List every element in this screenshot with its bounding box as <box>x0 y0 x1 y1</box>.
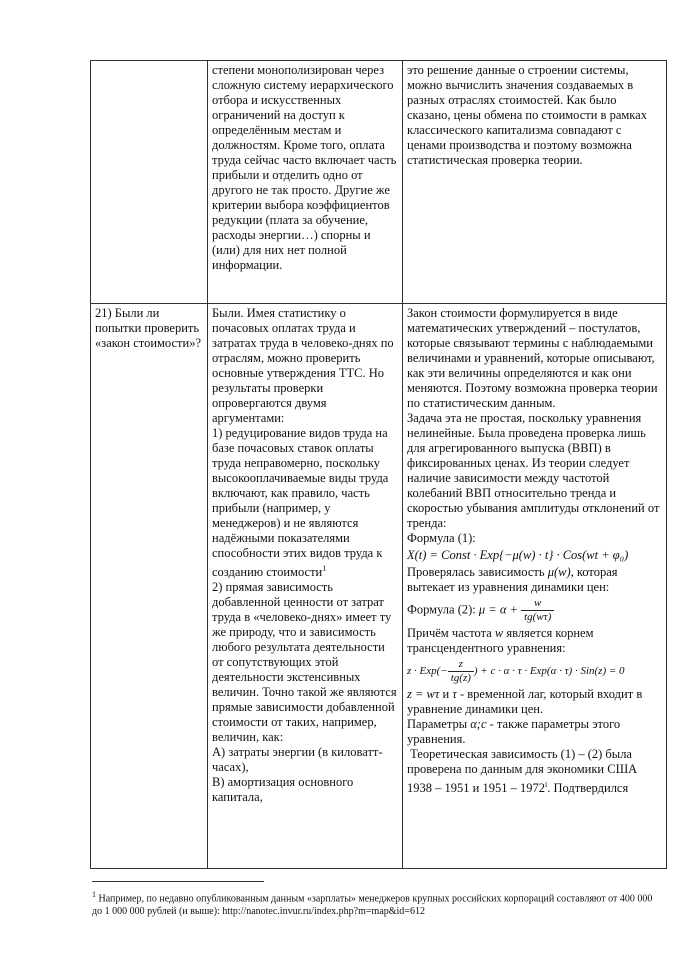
paragraph: Задача эта не простая, поскольку уравнения нелинейные. Была проведена проверка лишь для агрегированного выпуска (ВВП) в фиксированных ценах. Из теории следует наличие зависимости между частотой колебаний ВВП относительно тренда и скоростью убывания амплитуды отклонений от тренда: <box>407 411 660 530</box>
footnote-divider <box>92 881 264 882</box>
paragraph: Были. Имея статистику о почасовых оплатах труда и затратах труда в человеко-днях по отраслям, можно проверить основные утверждения ТТС. Но результаты проверки опровергаются двумя аргументами: <box>212 306 394 425</box>
paragraph: Проверялась зависимость μ(w), которая вытекает из уравнения динамики цен: <box>407 565 618 594</box>
answer-detail-cell <box>403 304 667 869</box>
fraction: $\frac{w}{tg(w\tau)}$ <box>521 597 554 624</box>
math-inline: z = wτ <box>407 687 440 701</box>
table-row <box>91 61 667 304</box>
math-inline: τ <box>452 687 457 701</box>
footnote-text: Например, по недавно опубликованным данным «зарплаты» менеджеров крупных российских корпораций составляют от 400 000 до 1 000 000 рублей (и выше): http://nanotec.invur.ru/index.php?m=map&id=612 <box>92 893 653 918</box>
paragraph: z = wτ и τ - временной лаг, который входит в уравнение динамики цен. <box>407 687 643 716</box>
answer-short-cell <box>208 61 403 304</box>
footnote <box>92 888 662 918</box>
formula-label: Формула (1): <box>407 531 476 545</box>
question-cell <box>91 304 208 869</box>
paragraph: 2) прямая зависимость добавленной ценности от затрат труда в «человеко-днях» имеет ту же природу, что и зависимость любого результата деятельности от сопутствующих этой деятельности экстенсивных величин. Точно такой же являются прямые зависимости добавленной стоимости от таких, например, величин, как: <box>212 580 397 745</box>
math-inline: w <box>494 626 504 640</box>
formula-1: X(t) = Const · Exp{−μ(w) · t} · Cos(wt + φ₀) <box>407 548 629 562</box>
content-table <box>90 60 667 869</box>
paragraph: Теоретическая зависимость (1) – (2) была проверена по данным для экономики США 1938 – 1951 и 1951 – 1972$^i$. Подтвердился <box>407 747 638 796</box>
paragraph: 1) редуцирование видов труда на базе почасовых ставок оплаты труда неправомерно, поскольку высокооплачиваемые виды труда включают, как правило, часть прибыли (например, у менеджеров) и не являются надёжными показателями способности этих видов труда к созданию стоимости$^1$ <box>212 426 389 580</box>
paragraph: Причём частота w является корнем трансцендентного уравнения: <box>407 626 594 655</box>
footnote-ref[interactable]: 1 <box>322 564 327 573</box>
fraction: $\frac{z}{tg(z)}$ <box>448 658 474 685</box>
cell-text: это решение данные о строении системы, можно вычислить значения создаваемых в разных отраслях стоимостей. Как было сказано, цены обмена по стоимости в рамках классического капитализма совпадают с ценами производства и поэтому возможна статистическая проверка теории. <box>407 63 647 167</box>
math-inline: α;c <box>470 717 487 731</box>
formula-2: Формула (2): μ = α + $\frac{w}{tg(w\tau)}$ <box>407 597 662 624</box>
footnote-ref[interactable]: i <box>544 780 548 789</box>
math-inline: μ(w) <box>547 565 571 579</box>
answer-detail-cell <box>403 61 667 304</box>
question-text: 21) Были ли попытки проверить «закон стоимости»? <box>95 306 201 350</box>
paragraph: В) амортизация основного капитала, <box>212 775 354 805</box>
footnote-marker: 1 <box>92 890 96 899</box>
answer-short-cell <box>208 304 403 869</box>
formula-3: z · Exp(− $\frac{z}{tg(z)}$ ) + c · α · τ · Exp(α · τ) · Sin(z) = 0 <box>407 658 625 684</box>
paragraph: А) затраты энергии (в киловатт-часах), <box>212 745 383 775</box>
paragraph: Закон стоимости формулируется в виде математических утверждений – постулатов, которые связывают термины с наблюдаемыми величинами и уравнений, которые описывают, как эти величины определяются и как они меняются. Поэтому возможна проверка теории по статистическим данным. <box>407 306 658 410</box>
cell-text: степени монополизирован через сложную систему иерархического отбора и искусственных ограничений на доступ к определённым местам и должностям. Кроме того, оплата труда сейчас часто включает часть прибыли и отделить одно от другого не так просто. Другие же критерии выбора коэффициентов редукции (плата за обучение, расходы энергии…) спорны и (или) для них нет полной информации. <box>212 63 397 272</box>
table-row <box>91 304 667 869</box>
paragraph: Параметры α;c - также параметры этого уравнения. <box>407 717 621 746</box>
question-cell <box>91 61 208 304</box>
